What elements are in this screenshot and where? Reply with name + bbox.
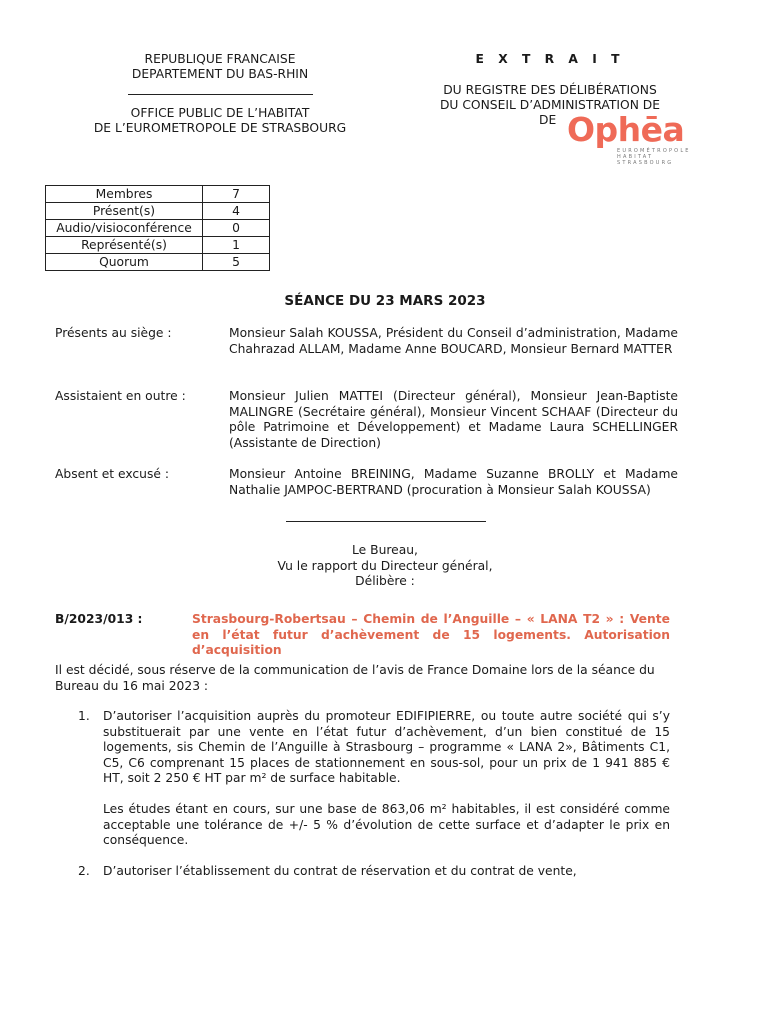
extrait-title: E X T R A I T xyxy=(475,52,625,66)
stat-label: Quorum xyxy=(46,254,203,271)
stat-value: 5 xyxy=(203,254,270,271)
logo-tag-2: HABITAT xyxy=(617,154,654,160)
table-row xyxy=(46,237,270,254)
item-number: 2. xyxy=(78,864,90,878)
bureau-block xyxy=(0,543,770,590)
stat-value: 1 xyxy=(203,237,270,254)
item-text: D’autoriser l’acquisition auprès du promoteur EDIFIPIERRE, ou toute autre société qui s’y substituerait par une vente en l’état futur d’achèvement, d’un bien constitué de 15 logements, sis Chemin de l’Anguille à Strasbourg – programme « LANA 2», Bâtiments C1, C5, C6 comprenant 15 places de stationnement en sous-sol, pour un prix de 1 941 885 € HT, soit 2 250 € HT par m² de surface habitable. xyxy=(103,709,670,785)
table-row xyxy=(46,220,270,237)
item-paragraph: Les études étant en cours, sur une base de 863,06 m² habitables, il est considéré comme acceptable une tolérance de +/- 5 % d’évolution de cette surface et d’adapter le prix en conséquence. xyxy=(103,802,670,847)
table-row xyxy=(46,203,270,220)
header-republique: REPUBLIQUE FRANCAISE xyxy=(144,52,296,66)
attendance-table xyxy=(45,185,270,271)
header-office: OFFICE PUBLIC DE L’HABITAT xyxy=(130,106,310,120)
registre-line: DU REGISTRE DES DÉLIBÉRATIONS xyxy=(443,83,657,97)
deliberation-ref: B/2023/013 : xyxy=(55,612,143,626)
header-left xyxy=(40,52,400,136)
absent-label: Absent et excusé : xyxy=(55,467,169,481)
stat-label: Représenté(s) xyxy=(46,237,203,254)
decision-intro: Il est décidé, sous réserve de la communication de l’avis de France Domaine lors de la séance du Bureau du 16 mai 2023 : xyxy=(55,663,655,693)
list-item xyxy=(78,709,670,787)
assistaient-label: Assistaient en outre : xyxy=(55,389,186,403)
item-text: D’autoriser l’établissement du contrat de réservation et du contrat de vente, xyxy=(103,864,577,878)
table-row xyxy=(46,186,270,203)
stat-value: 7 xyxy=(203,186,270,203)
stat-label: Présent(s) xyxy=(46,203,203,220)
assistaient-text: Monsieur Julien MATTEI (Directeur général), Monsieur Jean-Baptiste MALINGRE (Secrétaire général), Monsieur Vincent SCHAAF (Directeur du pôle Patrimoine et Développement) et Madame Laura SCHELLINGER (Assistante de Direction) xyxy=(229,389,678,450)
delibere-line: Délibère : xyxy=(355,574,415,588)
header-divider xyxy=(128,85,313,95)
stat-label: Membres xyxy=(46,186,203,203)
stat-label: Audio/visioconférence xyxy=(46,220,203,237)
item-number: 1. xyxy=(78,709,90,723)
presents-text: Monsieur Salah KOUSSA, Président du Conseil d’administration, Madame Chahrazad ALLAM, Madame Anne BOUCARD, Monsieur Bernard MATTER xyxy=(229,326,678,356)
presents-label: Présents au siège : xyxy=(55,326,172,340)
table-row xyxy=(46,254,270,271)
logo-wordmark: Ophēa xyxy=(567,110,685,149)
seance-title: SÉANCE DU 23 MARS 2023 xyxy=(284,293,486,309)
logo-tag-3: STRASBOURG xyxy=(617,160,674,166)
header-eurometropole: DE L’EUROMETROPOLE DE STRASBOURG xyxy=(93,121,347,135)
logo-tag-1: EUROMÉTROPOLE xyxy=(617,148,691,154)
deliberation-title: Strasbourg-Robertsau – Chemin de l’Anguille – « LANA T2 » : Vente en l’état futur d’achèvement de 15 logements. Autorisation d’acquisition xyxy=(192,612,670,657)
de-line: DE xyxy=(539,113,557,127)
rapport-line: Vu le rapport du Directeur général, xyxy=(277,558,493,573)
stat-value: 0 xyxy=(203,220,270,237)
header-departement: DEPARTEMENT DU BAS-RHIN xyxy=(131,67,309,81)
bureau-line: Le Bureau, xyxy=(352,543,418,557)
conseil-line: DU CONSEIL D’ADMINISTRATION DE xyxy=(439,98,661,112)
ophea-logo xyxy=(567,112,692,168)
stat-value: 4 xyxy=(203,203,270,220)
list-item xyxy=(78,864,670,880)
absent-text: Monsieur Antoine BREINING, Madame Suzanne BROLLY et Madame Nathalie JAMPOC-BERTRAND (procuration à Monsieur Salah KOUSSA) xyxy=(229,467,678,497)
section-divider xyxy=(286,513,486,522)
